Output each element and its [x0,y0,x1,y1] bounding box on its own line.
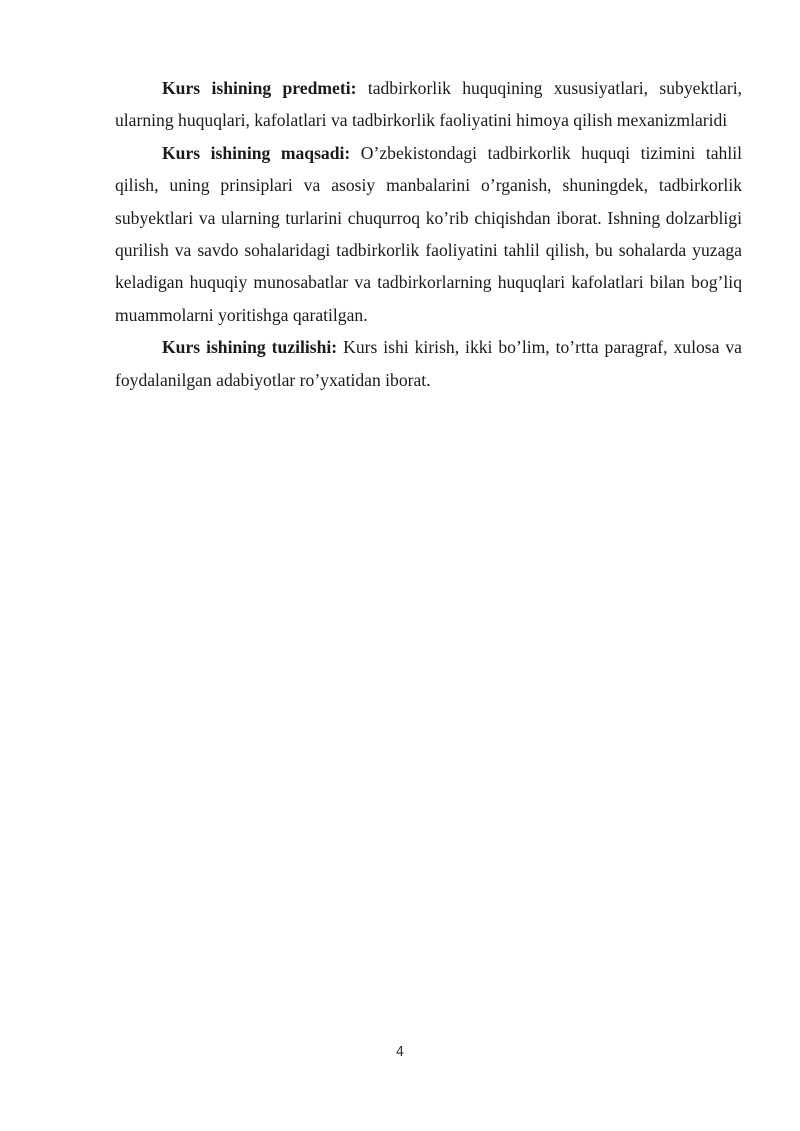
paragraph-structure [115,331,742,396]
page-number: 4 [395,1045,405,1060]
paragraph-subject-heading: Kurs ishining predmeti: [162,78,357,98]
paragraph-subject-text: tadbirkorlik huquqining xususiyatlari, subyektlari, ularning huquqlari, kafolatlari va tadbirkorlik faoliyatini himoya qilish mexanizmlaridi [115,78,742,131]
paragraph-structure-heading: Kurs ishining tuzilishi: [162,337,338,358]
paragraph-goal-heading: Kurs ishining maqsadi: [162,142,351,163]
paragraph-goal-text: O’zbekistondagi tadbirkorlik huquqi tizimini tahlil qilish, uning prinsiplari va asosiy manbalarini o’rganish, shuningdek, tadbirkorlik subyektlari va ularning turlarini chuqurroq ko’rib chiqishdan iborat. Ishning dolzarbligi qurilish va savdo sohalaridagi tadbirkorlik faoliyatini tahlil qilish, bu sohalarda yuzaga keladigan huquqiy munosabatlar va tadbirkorlarning huquqlari kafolatlari bilan bog’liq muammolarni yoritishga qaratilgan. [115,142,743,325]
paragraph-subject [115,72,742,137]
page-body [115,72,742,396]
paragraph-goal [115,137,742,331]
paragraph-structure-text: Kurs ishi kirish, ikki bo’lim, to’rtta paragraf, xulosa va foydalanilgan adabiyotlar ro’yxatidan iborat. [115,337,742,390]
